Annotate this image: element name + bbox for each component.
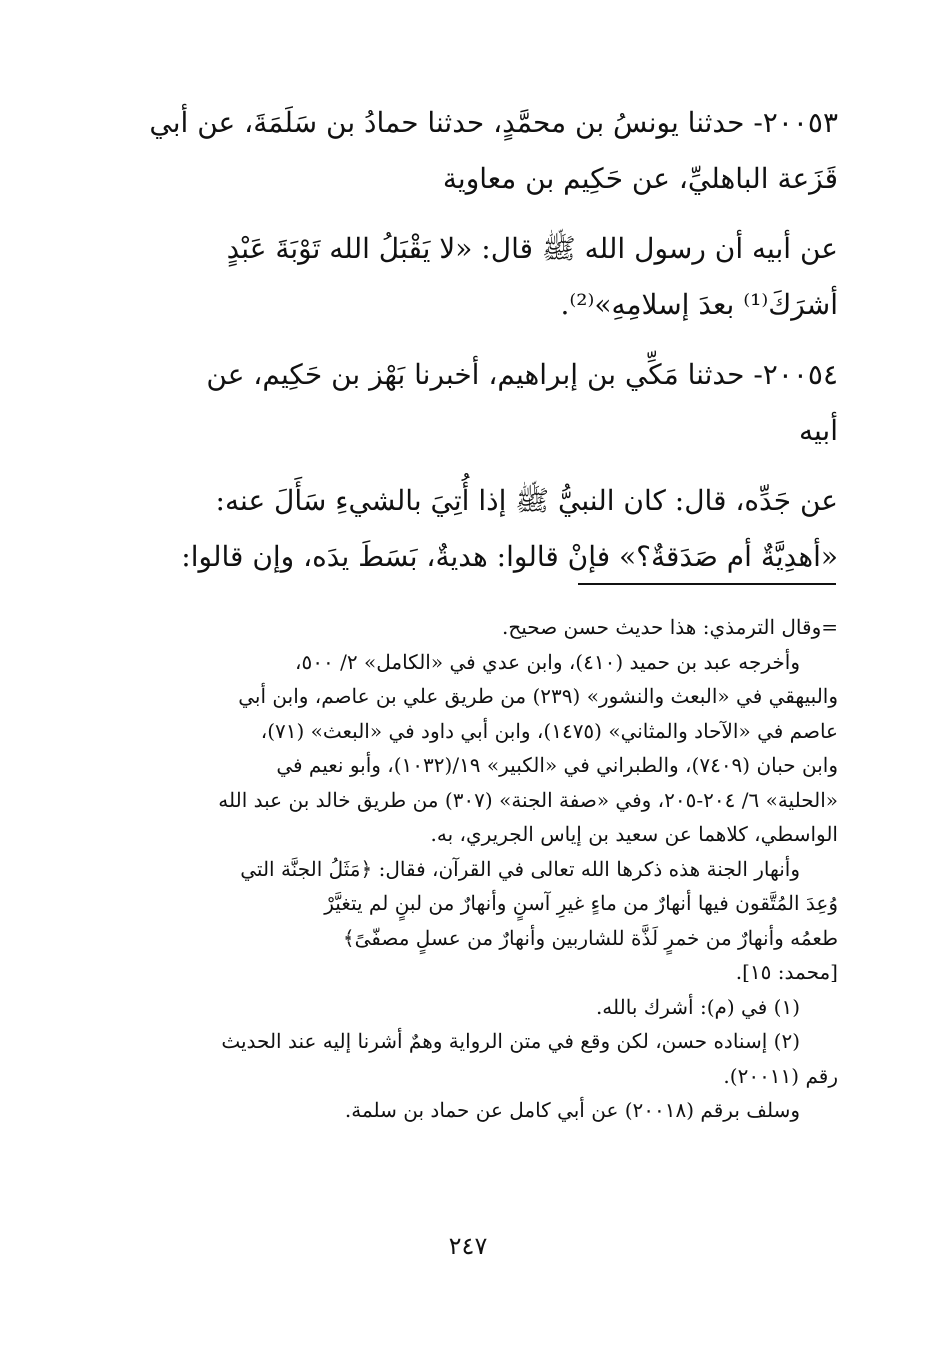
hadith-line: أبيه [798,414,838,447]
hadith-line: عن جَدِّه، قال: كان النبيُّ ﷺ إذا أُتِيَ بالشيءِ سَأَلَ عنه: [215,484,838,517]
footnote-line: وُعِدَ المُتَّقون فيها أنهارٌ من ماءٍ غيرِ آسنٍ وأنهارٌ من لبنٍ لم يتغيَّرْ [324,891,838,915]
footnote-line: وأخرجه عبد بن حميد (٤١٠)، وابن عدي في «الكامل» ٢/ ٥٠٠، [295,649,800,674]
footnote-line: [محمد: ١٥]. [735,960,838,984]
footnote-line: (٢) إسناده حسن، لكن وقع في متن الرواية وهمٌ أشرنا إليه عند الحديث [221,1029,800,1053]
hadith-line: ٢٠٠٥٤- حدثنا مَكِّي بن إبراهيم، أخبرنا بَهْز بن حَكِيم، عن [206,358,838,391]
page-number: ٢٤٧ [448,1232,488,1260]
footnotes [130,610,838,1128]
footnote-line: عاصم في «الآحاد والمثاني» (١٤٧٥)، وابن أبي داود في «البعث» (٧١)، [260,718,838,743]
footnote-line: الواسطي، كلاهما عن سعيد بن إياس الجريري، به. [430,822,838,846]
hadith-text [132,95,838,585]
hadith-line: قَزَعة الباهليِّ، عن حَكِيم بن معاوية [442,162,838,195]
footnote-separator [578,583,836,585]
hadith-line: «أهدِيَّةٌ أم صَدَقةٌ؟» فإنْ قالوا: هديةٌ، بَسَطَ يدَه، وإن قالوا: [181,540,838,573]
footnote-line: رقم (٢٠٠١١). [723,1063,838,1088]
footnote-line: وأنهار الجنة هذه ذكرها الله تعالى في القرآن، فقال: ﴿مَثَلُ الجنَّة التي [240,856,800,881]
footnote-line: (١) في (م): أشرك بالله. [595,994,800,1019]
footnote-line: «الحلية» ٦/ ٢٠٤-٢٠٥، وفي «صفة الجنة» (٣٠٧) من طريق خالد بن عبد الله [218,787,838,812]
hadith-line: عن أبيه أن رسول الله ﷺ قال: «لا يَقْبَلُ الله تَوْبَةَ عَبْدٍ [226,232,838,265]
footnote-line: والبيهقي في «البعث والنشور» (٢٣٩) من طريق علي بن عاصم، وابن أبي [238,684,838,708]
hadith-line: ٢٠٠٥٣- حدثنا يونسُ بن محمَّدٍ، حدثنا حمادُ بن سَلَمَةَ، عن أبي [149,106,838,139]
footnote-line: طعمُه وأنهارٌ من خمرٍ لَذَّة للشاربين وأنهارٌ من عسلٍ مصفّىً﴾ [342,925,838,950]
footnote-line: وسلف برقم (٢٠٠١٨) عن أبي كامل عن حماد بن سلمة. [344,1098,800,1122]
footnote-line: =وقال الترمذي: هذا حديث حسن صحيح. [501,615,838,639]
footnote-line: وابن حبان (٧٤٠٩)، والطبراني في «الكبير» ١٩/(١٠٣٢)، وأبو نعيم في [276,753,838,777]
hadith-line: أشرَكَ⁽¹⁾ بعدَ إسلامِهِ»⁽²⁾. [560,288,838,321]
